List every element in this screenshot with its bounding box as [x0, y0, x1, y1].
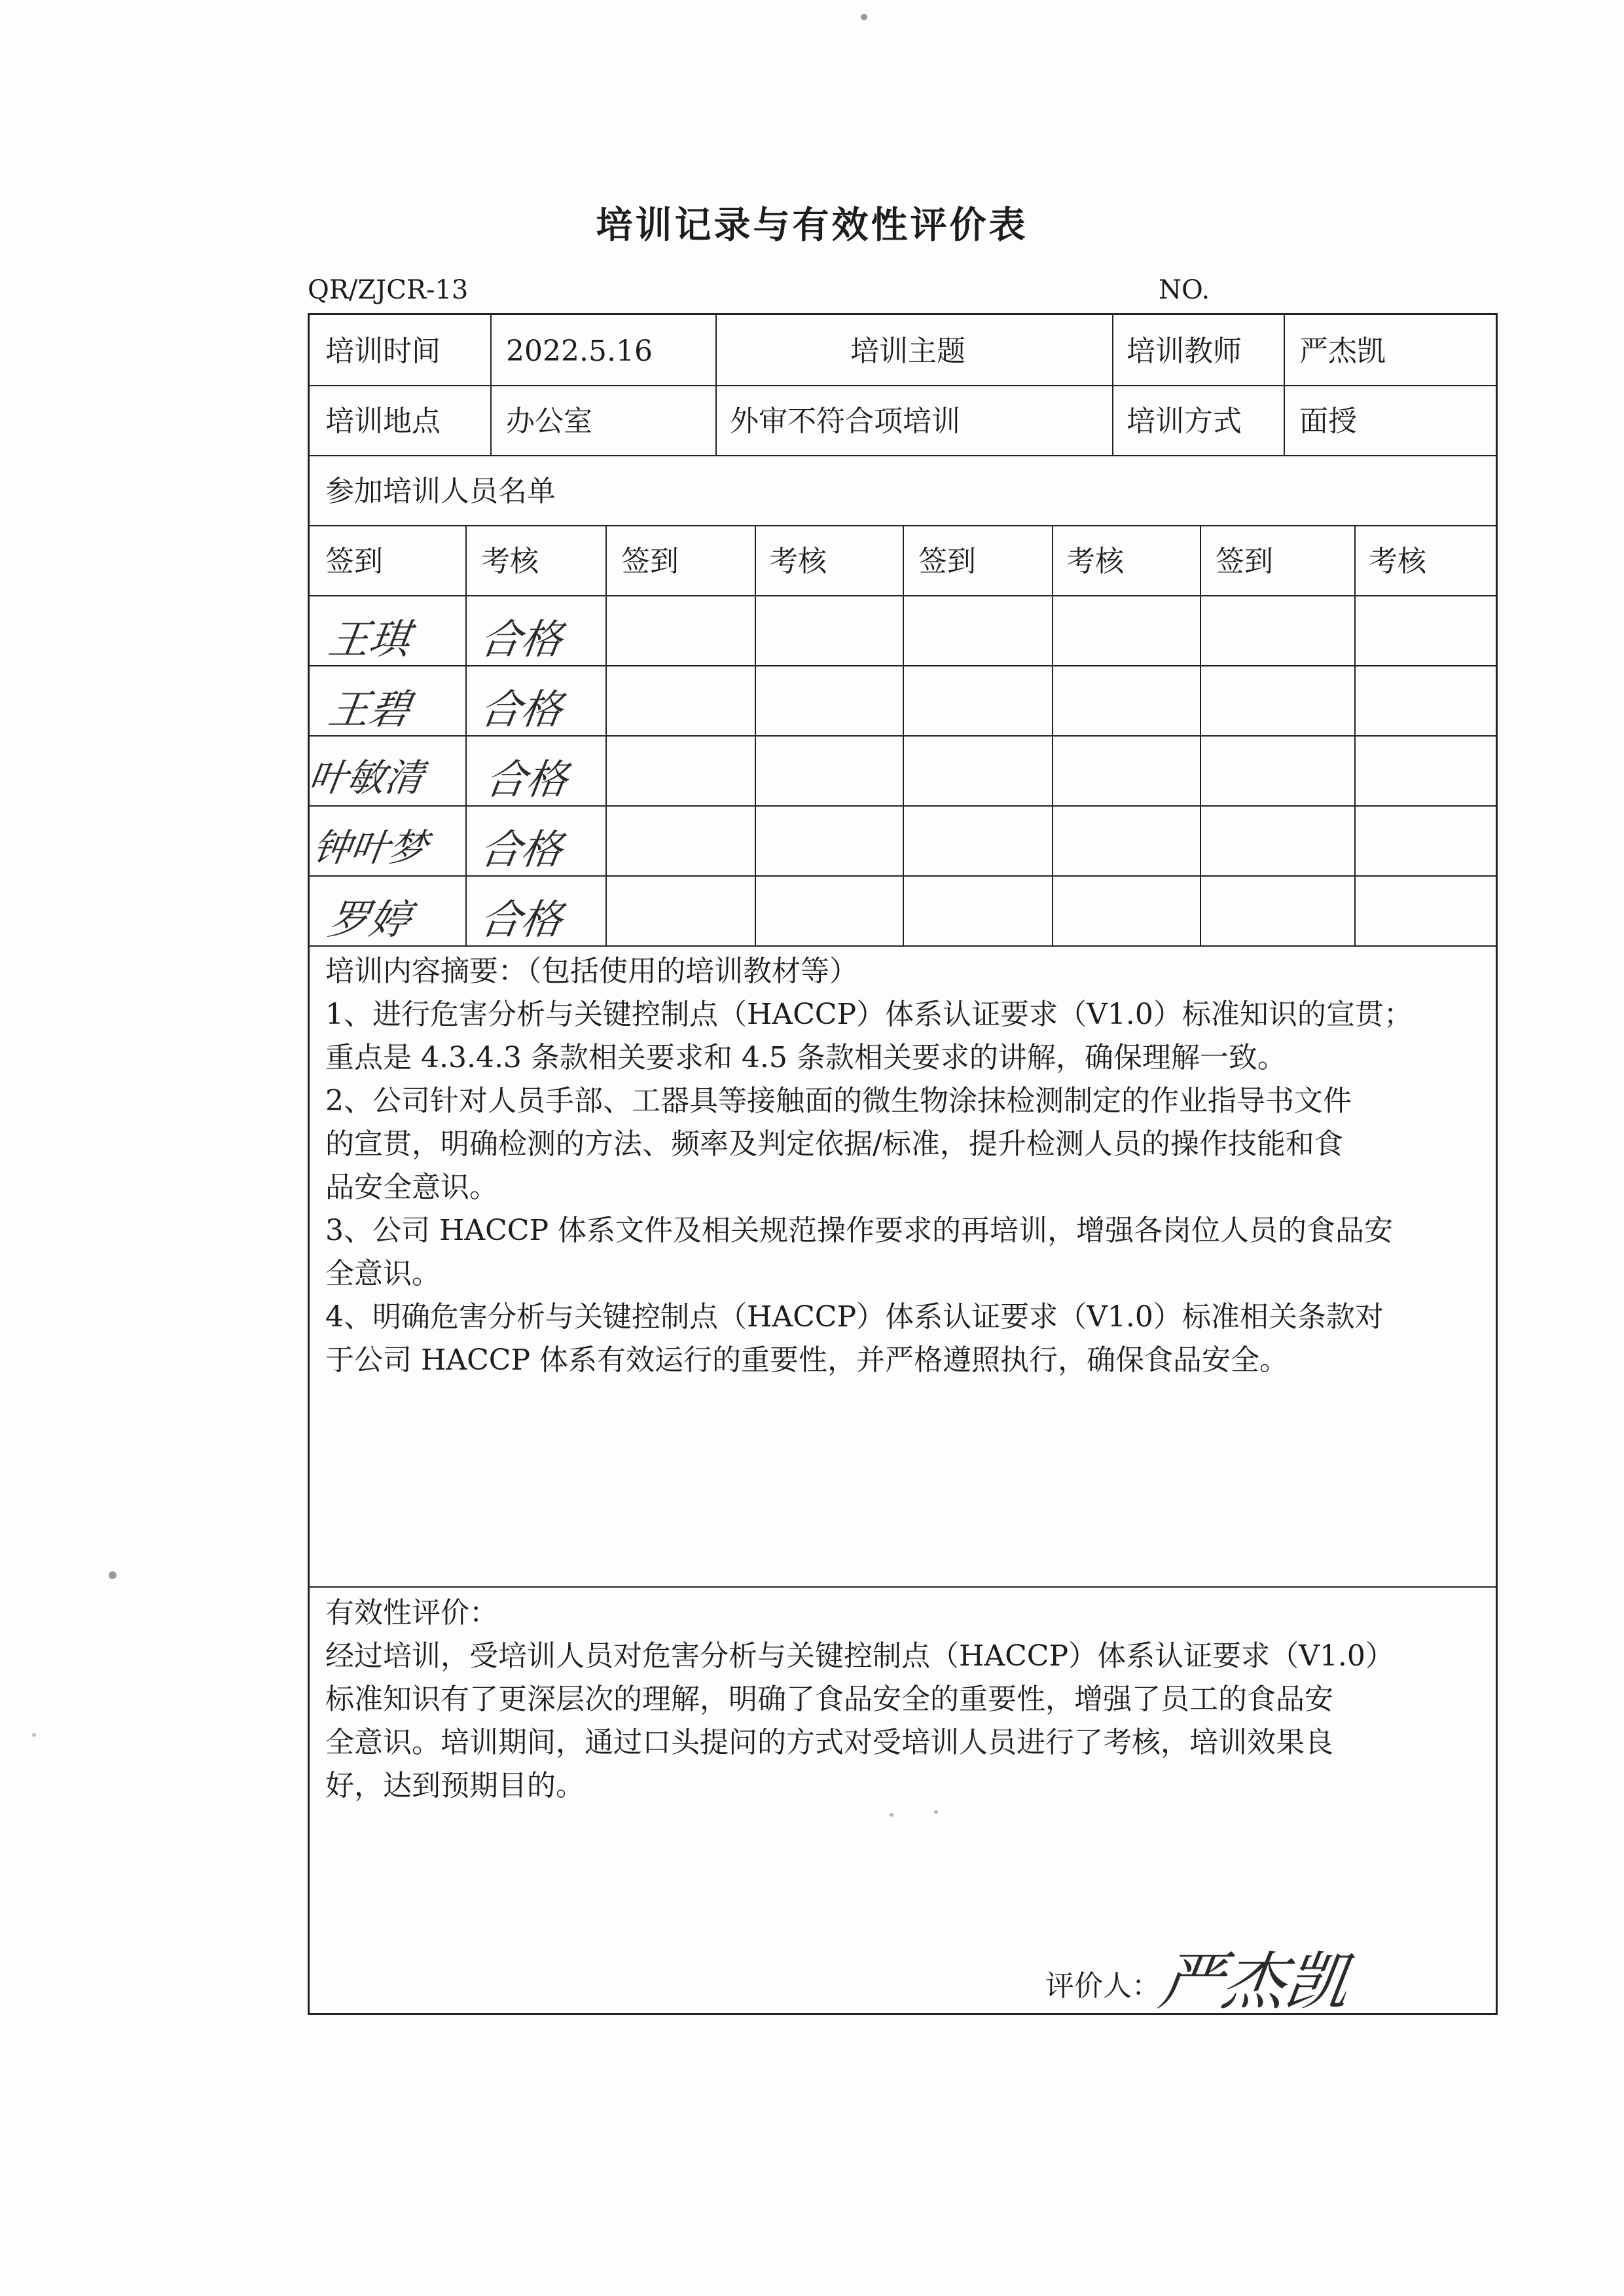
training-topic-label: 培训主题 — [850, 335, 965, 368]
assessment-result: 合格 — [477, 826, 566, 873]
evaluator-signature: 严杰凯 — [1155, 1945, 1354, 2018]
training-place-value: 办公室 — [506, 405, 592, 438]
training-teacher-value: 严杰凯 — [1299, 335, 1386, 368]
evaluation-line: 全意识。培训期间，通过口头提问的方式对受培训人员进行了考核，培训效果良 — [325, 1726, 1333, 1759]
attendee-signature: 叶敏清 — [306, 756, 427, 800]
scan-speck — [934, 1810, 938, 1814]
training-teacher-label: 培训教师 — [1127, 335, 1242, 368]
page-title: 培训记录与有效性评价表 — [596, 204, 1028, 247]
content-line: 1、进行危害分析与关键控制点（HACCP）体系认证要求（V1.0）标准知识的宣贯； — [325, 998, 1413, 1031]
evaluation-line: 好，达到预期目的。 — [325, 1769, 585, 1802]
content-line: 4、明确危害分析与关键控制点（HACCP）体系认证要求（V1.0）标准相关条款对 — [325, 1300, 1384, 1334]
column-header-assessment: 考核 — [481, 545, 539, 578]
content-line: 全意识。 — [325, 1257, 441, 1290]
attendee-list-label: 参加培训人员名单 — [325, 475, 556, 508]
content-heading: 培训内容摘要：（包括使用的培训教材等） — [325, 955, 858, 988]
assessment-result: 合格 — [482, 756, 571, 803]
column-header-assessment: 考核 — [1066, 545, 1124, 578]
training-method-label: 培训方式 — [1127, 405, 1242, 438]
scan-speck — [32, 1733, 36, 1737]
training-time-value: 2022.5.16 — [506, 335, 653, 368]
training-topic-value: 外审不符合项培训 — [730, 405, 960, 438]
attendee-signature: 王琪 — [325, 615, 414, 663]
scan-speck — [861, 14, 867, 20]
column-header-sign: 签到 — [621, 545, 679, 578]
content-line: 重点是 4.3.4.3 条款相关要求和 4.5 条款相关要求的讲解，确保理解一致。 — [325, 1041, 1286, 1074]
column-header-sign: 签到 — [918, 545, 976, 578]
content-line: 的宣贯，明确检测的方法、频率及判定依据/标准，提升检测人员的操作技能和食 — [325, 1127, 1343, 1161]
training-method-value: 面授 — [1299, 405, 1357, 438]
content-line: 3、公司 HACCP 体系文件及相关规范操作要求的再培训，增强各岗位人员的食品安 — [325, 1214, 1394, 1247]
column-header-sign: 签到 — [1216, 545, 1273, 578]
assessment-result: 合格 — [477, 615, 566, 663]
attendee-signature: 罗婷 — [325, 896, 414, 943]
assessment-result: 合格 — [477, 896, 566, 943]
evaluation-line: 经过培训，受培训人员对危害分析与关键控制点（HACCP）体系认证要求（V1.0） — [325, 1639, 1394, 1673]
content-line: 于公司 HACCP 体系有效运行的重要性，并严格遵照执行，确保食品安全。 — [325, 1343, 1289, 1377]
evaluator-label: 评价人： — [1045, 1969, 1161, 2003]
evaluation-heading: 有效性评价： — [325, 1596, 498, 1630]
column-header-assessment: 考核 — [1369, 545, 1426, 578]
attendee-signature: 钟叶梦 — [310, 826, 431, 870]
column-header-sign: 签到 — [325, 545, 383, 578]
assessment-result: 合格 — [477, 685, 566, 733]
document-number-label: NO. — [1159, 275, 1210, 305]
attendee-signature: 王碧 — [325, 685, 414, 733]
training-place-label: 培训地点 — [325, 405, 441, 438]
content-line: 2、公司针对人员手部、工器具等接触面的微生物涂抹检测制定的作业指导书文件 — [325, 1084, 1352, 1118]
scan-speck — [890, 1813, 893, 1817]
training-time-label: 培训时间 — [325, 335, 441, 368]
scan-speck — [109, 1571, 117, 1579]
evaluation-line: 标准知识有了更深层次的理解，明确了食品安全的重要性，增强了员工的食品安 — [325, 1683, 1333, 1716]
column-header-assessment: 考核 — [769, 545, 827, 578]
document-code: QR/ZJCR-13 — [308, 275, 469, 305]
content-line: 品安全意识。 — [325, 1171, 498, 1204]
